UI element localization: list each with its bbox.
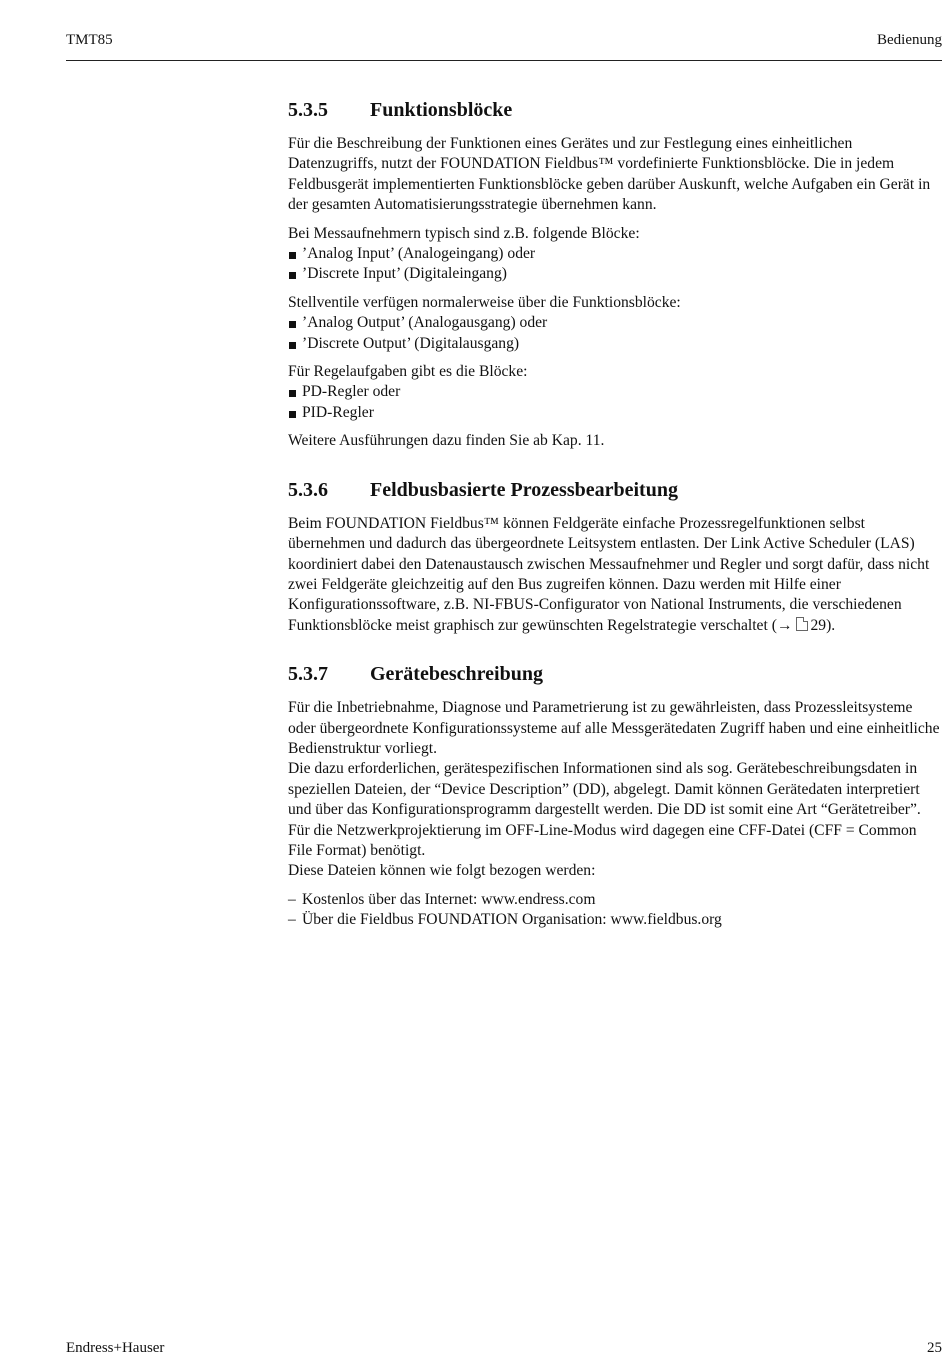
header-product: TMT85 [66,32,113,48]
paragraph: Bei Messaufnehmern typisch sind z.B. folgende Blöcke: [288,224,640,242]
paragraph: Für die Beschreibung der Funktionen eines Gerätes und zur Festlegung eines einheitlichen Datenzugriffs, nutzt der FOUNDATION Fieldbus™ vordefinierte Funktionsblöcke. Die in jedem Feldbusgerät implementierten Funktionsblöcke geben darüber Auskunft, welche Aufgaben ein Gerät in der gesamten Automatisierungsstrategie übernehmen kann. [288,135,931,214]
section-title: Gerätebeschreibung [370,663,543,686]
list-item: PD-Regler oder [288,382,944,402]
section-title: Feldbusbasierte Prozessbearbeitung [370,478,678,501]
paragraph: Für die Inbetriebnahme, Diagnose und Parametrierung ist zu gewährleisten, dass Prozessleitsysteme oder übergeordnete Konfigurationssysteme auf alle Messgerätedaten Zugriff haben und eine einheitliche Bedienstruktur vorliegt. [288,699,940,757]
section-heading [288,96,944,124]
section-number: 5.3.7 [288,663,328,686]
paragraph [288,514,944,636]
page-reference-icon [796,617,808,631]
paragraph: Für die Netzwerkprojektierung im OFF-Line-Modus wird dagegen eine CFF-Datei (CFF = Common File Format) benötigt. [288,821,917,859]
paragraph: Weitere Ausführungen dazu finden Sie ab Kap. 11. [288,432,605,450]
section-number: 5.3.6 [288,478,328,501]
page-number: 25 [927,1340,942,1356]
list-item: ’Discrete Output’ (Digitalausgang) [288,334,944,354]
list-item: ’Analog Output’ (Analogausgang) oder [288,313,944,333]
bullet-list [288,313,944,354]
list-item: – Kostenlos über das Internet: www.endress.com [288,890,944,910]
section-5-3-6 [288,476,944,636]
section-heading [288,476,944,504]
paragraph: Stellventile verfügen normalerweise über die Funktionsblöcke: [288,293,681,311]
page-reference[interactable]: 29). [810,616,836,634]
section-number: 5.3.5 [288,99,328,121]
running-header [66,32,942,61]
list-item: – Über die Fieldbus FOUNDATION Organisation: www.fieldbus.org [288,910,944,930]
paragraph-text: Beim FOUNDATION Fieldbus™ können Feldgeräte einfache Prozessregelfunktionen selbst übernehmen und dadurch das übergeordnete Leitsystem entlasten. Der Link Active Scheduler (LAS) koordiniert dabei den Datenaustausch zwischen Messaufnehmer und Regler und sorgt dafür, dass nicht zwei Feldgeräte gleichzeitig auf den Bus zugreifen können. Dazu werden mit Hilfe einer Konfigurationssoftware, z.B. NI-FBUS-Configurator von National Instruments, die verschiedenen Funktionsblöcke meist graphisch zur gewünschten Regelstrategie verschaltet (→ [288,514,930,634]
paragraph: Die dazu erforderlichen, gerätespezifischen Informationen sind als sog. Gerätebeschreibungsdaten in speziellen Dateien, der “Device Description” (DD), abgelegt. Damit können Gerätedaten interpretiert und über das Konfigurationsprogramm dargestellt werden. Die DD ist somit eine Art “Gerätetreiber”. [288,760,921,819]
bullet-list [288,382,944,423]
page-content [288,96,944,955]
list-item: ’Discrete Input’ (Digitaleingang) [288,264,944,284]
header-chapter: Bedienung [877,32,942,48]
list-item: ’Analog Input’ (Analogeingang) oder [288,244,944,264]
section-5-3-5 [288,96,944,452]
paragraph: Für Regelaufgaben gibt es die Blöcke: [288,363,528,381]
paragraph: Diese Dateien können wie folgt bezogen werden: [288,862,596,880]
footer-company: Endress+Hauser [66,1340,165,1356]
section-heading [288,660,944,688]
dash-list [288,890,944,931]
bullet-list [288,244,944,285]
section-5-3-7 [288,660,944,930]
list-item: PID-Regler [288,403,944,423]
section-title: Funktionsblöcke [370,99,513,121]
